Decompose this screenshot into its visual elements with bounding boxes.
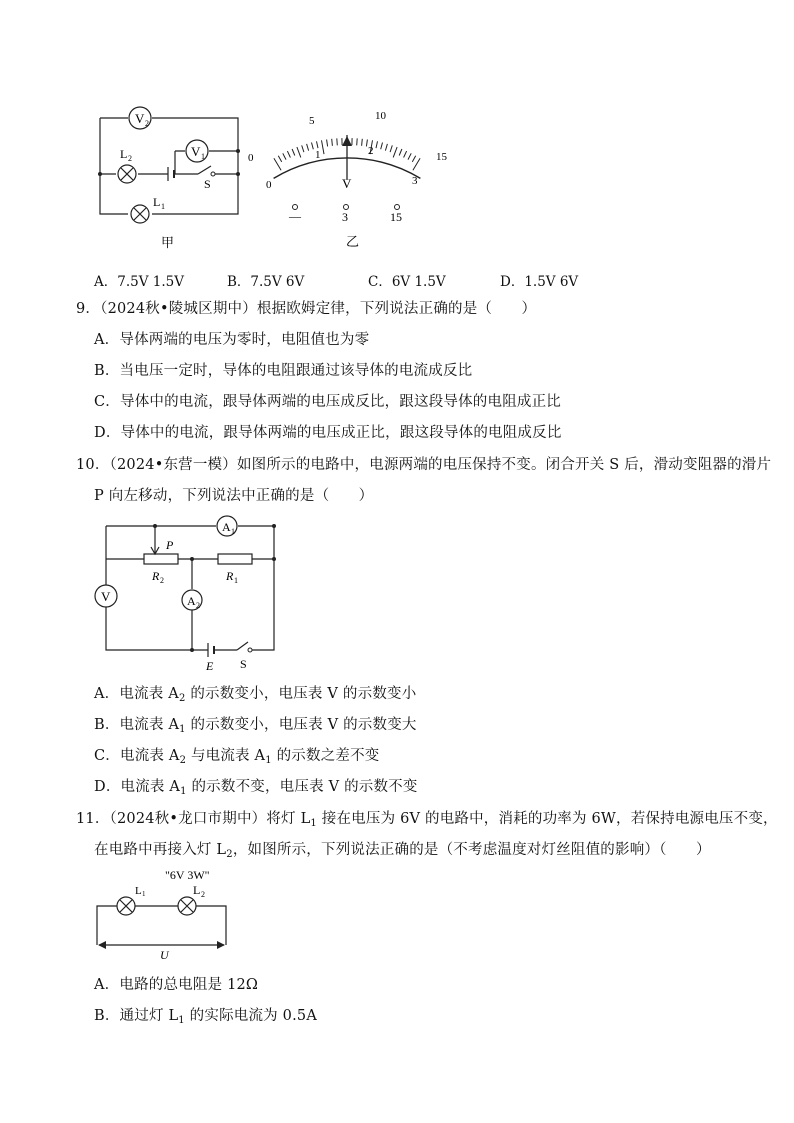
l1-label-q11: L (135, 885, 142, 897)
dial-tick (385, 144, 387, 151)
r2-label: R (152, 569, 160, 583)
dial-tick (274, 158, 281, 170)
v2-meter-label: V (135, 111, 145, 126)
dial-tick (399, 149, 402, 156)
q10-option-b-sub: 1 (179, 724, 186, 735)
q11-option-b-text: B．通过灯 L (94, 1008, 179, 1024)
q11-stem-line2 (94, 841, 711, 864)
dial-tick (412, 156, 415, 162)
q11-stem-line1-sub: 1 (310, 818, 317, 829)
q11-stem-line2-text: 在电路中再接入灯 L (94, 842, 227, 858)
q11-stem-line2-sub: 2 (226, 849, 233, 860)
terminal-15: 15 (390, 210, 402, 224)
dial-tick (283, 153, 286, 159)
figure-jia-circuit (90, 100, 250, 260)
q11-option-b-tail: 的实际电流为 0.5A (184, 1008, 318, 1024)
dial-tick (312, 143, 314, 150)
q9-option-b[interactable]: B．当电压一定时，导体的电阻跟通过该导体的电流成反比 (94, 363, 473, 379)
dial-tick (381, 143, 383, 150)
q10-option-d-sub: 1 (180, 786, 187, 797)
q9-option-c[interactable]: C．导体中的电流，跟导体两端的电压成反比，跟这段导体的电阻成正比 (94, 394, 561, 410)
dial-tick (393, 147, 397, 157)
dial-tick (322, 140, 325, 154)
q10-circuit-figure (90, 510, 290, 670)
l1-sub-q11: 1 (142, 890, 146, 898)
figure-yi-voltmeter (240, 100, 460, 260)
v2-meter-sub: 2 (145, 119, 149, 128)
q10-option-b[interactable] (94, 716, 417, 739)
q10-option-d-tail: 的示数不变，电压表 V 的示数不变 (186, 779, 418, 795)
slider-p-label: P (166, 538, 174, 552)
a1-meter-label: A (222, 520, 231, 534)
a2-meter-label: A (187, 594, 196, 608)
v-meter-label: V (101, 589, 111, 604)
dial-tick (357, 138, 358, 145)
q10-option-a[interactable] (94, 685, 416, 708)
q10-option-c-text: C．电流表 A (94, 748, 180, 764)
q9-option-a[interactable]: A．导体两端的电压为零时，电阻值也为零 (94, 332, 370, 348)
q11-circuit-figure (90, 865, 240, 965)
q11-stem-line2-tail: ，如图所示，下列说法正确的是（不考虑温度对灯丝阻值的影响）（ ） (232, 842, 711, 858)
q8-option-d[interactable]: D．1.5V 6V (500, 274, 579, 290)
dial-outer-10: 10 (375, 110, 386, 122)
dial-tick (327, 140, 328, 147)
l2-rating-label: "6V 3W" (165, 868, 210, 882)
q10-option-c-mid: 与电流表 A (186, 748, 266, 764)
q11-option-b[interactable] (94, 1007, 317, 1030)
dial-tick (404, 151, 407, 157)
r1-sub: 1 (234, 576, 238, 585)
dial-tick (362, 139, 363, 146)
switch-s-label-q10: S (240, 657, 247, 670)
q10-option-a-tail: 的示数变小，电压表 V 的示数变小 (185, 686, 417, 702)
q11-stem-line1-text: 11．（2024秋•龙口市期中）将灯 L (76, 811, 311, 827)
dial-inner-2: 2 (368, 145, 374, 157)
dial-inner-0: 0 (266, 179, 272, 191)
q10-option-c-tail: 的示数之差不变 (271, 748, 380, 764)
dial-outer-15: 15 (436, 151, 447, 163)
q10-option-d[interactable] (94, 778, 418, 801)
l2-sub: 2 (128, 154, 132, 163)
dial-tick (376, 141, 378, 148)
dial-unit-v: V (342, 176, 352, 191)
q10-option-c-sub: 2 (179, 755, 187, 766)
q11-stem-line1 (76, 810, 778, 833)
a1-meter-sub: 1 (231, 527, 235, 536)
terminal-3: 3 (342, 210, 348, 224)
figure-jia-caption: 甲 (161, 235, 175, 250)
dial-tick (297, 147, 301, 157)
dial-tick (337, 138, 338, 145)
dial-tick (332, 139, 333, 146)
dial-tick (287, 151, 290, 157)
r2-sub: 2 (160, 576, 164, 585)
dial-outer-5: 5 (309, 115, 315, 127)
dial-inner-3: 3 (412, 175, 418, 187)
figure-yi-caption: 乙 (346, 234, 360, 249)
v1-meter-sub: 1 (201, 152, 205, 161)
dial-tick (307, 144, 309, 151)
q11-option-b-sub: 1 (178, 1015, 185, 1026)
q8-option-b[interactable]: B．7.5V 6V (227, 274, 305, 290)
dial-tick (292, 149, 295, 156)
q10-option-c[interactable] (94, 747, 380, 770)
q10-option-a-sub: 2 (178, 693, 186, 704)
switch-s-label: S (204, 177, 211, 191)
terminal-minus: — (289, 209, 301, 223)
q10-option-a-text: A．电流表 A (94, 686, 179, 702)
dial-tick (317, 141, 319, 148)
q9-option-d[interactable]: D．导体中的电流，跟导体两端的电压成正比，跟这段导体的电阻成反比 (94, 425, 562, 441)
dial-outer-0: 0 (248, 152, 254, 164)
q8-option-c[interactable]: C．6V 1.5V (368, 274, 446, 290)
q11-option-a[interactable]: A．电路的总电阻是 12Ω (94, 977, 259, 993)
l2-label: L (120, 147, 128, 161)
dial-inner-1: 1 (315, 149, 321, 161)
q10-option-c-sub2: 1 (265, 755, 272, 766)
l2-sub-q11: 2 (201, 890, 205, 899)
dial-tick (302, 145, 304, 152)
dial-tick (413, 158, 420, 170)
q11-stem-line1-tail: 接在电压为 6V 的电路中，消耗的功率为 6W，若保持电源电压不变， (316, 811, 778, 827)
l1-sub: 1 (161, 202, 165, 211)
q10-option-b-tail: 的示数变小，电压表 V 的示数变大 (185, 717, 417, 733)
v1-meter-label: V (191, 144, 201, 159)
l2-label-q11: L (193, 883, 201, 897)
q10-stem-line1: 10．（2024•东营一模）如图所示的电路中，电源两端的电压保持不变。闭合开关 S 后，滑动变阻器的滑片 (76, 457, 772, 473)
q8-option-a[interactable]: A．7.5V 1.5V (94, 274, 184, 290)
q10-option-b-text: B．电流表 A (94, 717, 180, 733)
battery-e-label: E (206, 659, 214, 670)
l1-label: L (153, 195, 161, 209)
q10-stem-line2: P 向左移动，下列说法中正确的是（ ） (94, 488, 374, 504)
dial-tick (408, 153, 411, 159)
r1-label: R (226, 569, 234, 583)
q10-option-d-text: D．电流表 A (94, 779, 181, 795)
a2-meter-sub: 2 (196, 601, 200, 610)
voltage-u-label: U (160, 948, 169, 962)
q9-stem: 9．（2024秋•陵城区期中）根据欧姆定律，下列说法正确的是（ ） (76, 301, 537, 317)
dial-tick (390, 145, 392, 152)
dial-tick (278, 156, 281, 162)
